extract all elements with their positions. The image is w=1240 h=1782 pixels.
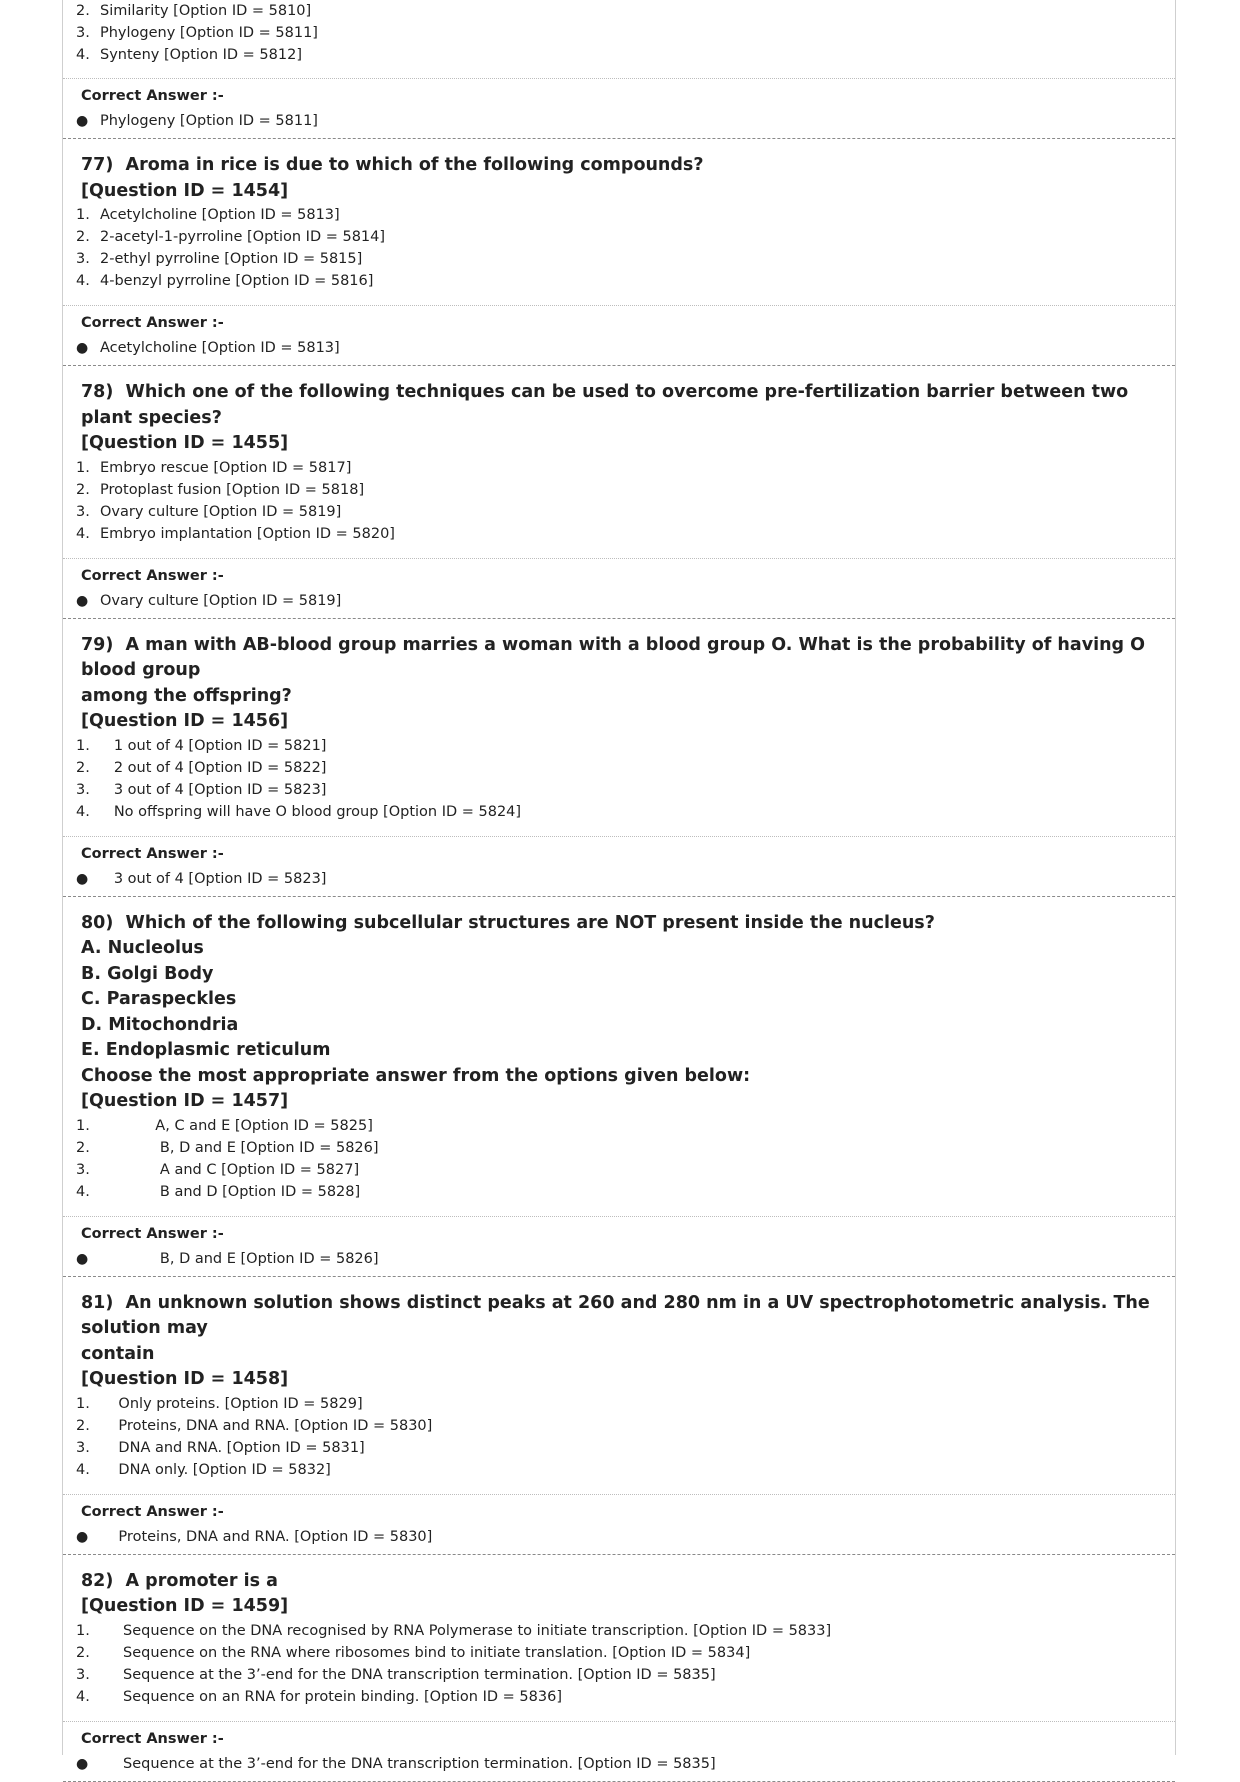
option-number: 4. <box>76 525 90 542</box>
correct-answer-box <box>63 558 1175 619</box>
option-item <box>63 457 1175 479</box>
option-text: A, C and E [Option ID = 5825] <box>100 1117 373 1134</box>
option-item <box>63 1181 1175 1203</box>
option-text: Only proteins. [Option ID = 5829] <box>100 1395 363 1412</box>
option-text: Synteny [Option ID = 5812] <box>100 47 302 63</box>
bullet-icon: ● <box>76 1250 89 1267</box>
option-number: 4. <box>76 273 90 289</box>
correct-answer-heading: Correct Answer :- <box>81 1503 224 1520</box>
correct-answer-text: Proteins, DNA and RNA. [Option ID = 5830] <box>100 1528 433 1545</box>
option-text: Sequence on the RNA where ribosomes bind to initiate translation. [Option ID = 5834] <box>100 1644 751 1661</box>
option-number: 4. <box>76 1461 90 1478</box>
correct-answer-heading: Correct Answer :- <box>81 315 224 331</box>
option-number: 2. <box>76 1139 90 1156</box>
option-text: B and D [Option ID = 5828] <box>100 1183 361 1200</box>
option-number: 2. <box>76 229 90 245</box>
question-text: C. Paraspeckles <box>81 989 237 1009</box>
option-item <box>63 1415 1175 1437</box>
question-block-76-fragment <box>63 0 1175 139</box>
correct-answer-item <box>63 110 1175 132</box>
question-block-78 <box>63 366 1175 619</box>
correct-answer-box <box>63 78 1175 139</box>
option-item <box>63 1664 1175 1686</box>
option-item <box>63 226 1175 248</box>
bullet-icon: ● <box>76 870 89 887</box>
correct-answer-box <box>63 836 1175 897</box>
option-text: Sequence on an RNA for protein binding. [Option ID = 5836] <box>100 1688 562 1705</box>
options-list <box>63 1393 1175 1481</box>
correct-answer-box <box>63 1494 1175 1555</box>
options-list <box>63 204 1175 292</box>
option-item <box>63 801 1175 823</box>
question-text: among the offspring? <box>81 685 292 706</box>
option-item <box>63 1620 1175 1642</box>
correct-answer-heading: Correct Answer :- <box>81 1730 224 1747</box>
correct-answer-box <box>63 1721 1175 1782</box>
correct-answer-item <box>63 1753 1175 1775</box>
option-text: Embryo rescue [Option ID = 5817] <box>100 459 352 476</box>
bullet-icon: ● <box>76 340 89 356</box>
question-block-81 <box>63 1277 1175 1555</box>
option-number: 3. <box>76 1439 90 1456</box>
option-number: 2. <box>76 759 90 776</box>
option-number: 1. <box>76 1117 90 1134</box>
option-text: DNA and RNA. [Option ID = 5831] <box>100 1439 365 1456</box>
question-header <box>63 1555 1175 1620</box>
question-paper-sheet <box>62 0 1176 1772</box>
correct-answer-heading: Correct Answer :- <box>81 845 224 862</box>
option-item <box>63 270 1175 292</box>
correct-answer-box <box>63 305 1175 366</box>
question-block-79 <box>63 619 1175 897</box>
question-header <box>63 366 1175 457</box>
question-id: [Question ID = 1457] <box>81 1091 289 1111</box>
question-text: 82) A promoter is a <box>81 1570 278 1591</box>
option-number: 3. <box>76 781 90 798</box>
correct-answer-heading: Correct Answer :- <box>81 1225 224 1242</box>
correct-answer-item <box>63 337 1175 359</box>
options-list <box>63 1620 1175 1708</box>
option-number: 3. <box>76 25 90 41</box>
option-number: 1. <box>76 459 90 476</box>
option-item <box>63 44 1175 66</box>
option-text: 3 out of 4 [Option ID = 5823] <box>100 781 327 798</box>
question-id: [Question ID = 1458] <box>81 1369 289 1389</box>
option-item <box>63 204 1175 226</box>
correct-answer-text: Acetylcholine [Option ID = 5813] <box>100 340 340 356</box>
option-text: A and C [Option ID = 5827] <box>100 1161 360 1178</box>
question-text: E. Endoplasmic reticulum <box>81 1040 331 1060</box>
option-number: 2. <box>76 3 90 19</box>
option-number: 2. <box>76 1417 90 1434</box>
question-block-77 <box>63 139 1175 366</box>
option-text: 2-acetyl-1-pyrroline [Option ID = 5814] <box>100 229 386 245</box>
option-item <box>63 248 1175 270</box>
correct-answer-item <box>63 1526 1175 1548</box>
correct-answer-text: Ovary culture [Option ID = 5819] <box>100 592 342 609</box>
option-item <box>63 479 1175 501</box>
option-item <box>63 1459 1175 1481</box>
option-item <box>63 22 1175 44</box>
option-item <box>63 779 1175 801</box>
option-number: 4. <box>76 1688 90 1705</box>
option-text: Acetylcholine [Option ID = 5813] <box>100 207 340 223</box>
option-text: Ovary culture [Option ID = 5819] <box>100 503 342 520</box>
question-text: 77) Aroma in rice is due to which of the following compounds? <box>81 155 704 175</box>
option-item <box>63 1159 1175 1181</box>
option-number: 3. <box>76 1666 90 1683</box>
option-number: 1. <box>76 1395 90 1412</box>
question-text: contain <box>81 1343 155 1364</box>
option-text: 2 out of 4 [Option ID = 5822] <box>100 759 327 776</box>
option-number: 2. <box>76 481 90 498</box>
question-text: 79) A man with AB-blood group marries a woman with a blood group O. What is the probability of having O blood group <box>81 634 1152 680</box>
question-id: [Question ID = 1454] <box>81 180 289 201</box>
question-text: Choose the most appropriate answer from the options given below: <box>81 1065 751 1086</box>
option-number: 1. <box>76 1622 90 1639</box>
question-header <box>63 139 1175 204</box>
question-text: D. Mitochondria <box>81 1014 239 1035</box>
correct-answer-item <box>63 1248 1175 1270</box>
correct-answer-text: B, D and E [Option ID = 5826] <box>100 1250 379 1267</box>
bullet-icon: ● <box>76 113 89 129</box>
option-item <box>63 1686 1175 1708</box>
correct-answer-item <box>63 868 1175 890</box>
bullet-icon: ● <box>76 1528 89 1545</box>
bullet-icon: ● <box>76 1755 89 1772</box>
question-id: [Question ID = 1456] <box>81 711 289 731</box>
option-text: B, D and E [Option ID = 5826] <box>100 1139 379 1156</box>
options-list <box>63 457 1175 545</box>
option-number: 3. <box>76 503 90 520</box>
option-number: 2. <box>76 1644 90 1661</box>
correct-answer-text: 3 out of 4 [Option ID = 5823] <box>100 870 327 887</box>
question-text: 80) Which of the following subcellular structures are NOT present inside the nucleus? <box>81 912 935 933</box>
option-item <box>63 735 1175 757</box>
option-item <box>63 501 1175 523</box>
question-id: [Question ID = 1459] <box>81 1596 289 1616</box>
option-item <box>63 1137 1175 1159</box>
option-number: 4. <box>76 803 90 820</box>
question-block-80 <box>63 897 1175 1277</box>
question-text: 81) An unknown solution shows distinct peaks at 260 and 280 nm in a UV spectrophotometric analysis. The solution may <box>81 1292 1156 1338</box>
option-text: No offspring will have O blood group [Option ID = 5824] <box>100 803 522 820</box>
correct-answer-text: Sequence at the 3’-end for the DNA transcription termination. [Option ID = 5835] <box>100 1755 716 1772</box>
bullet-icon: ● <box>76 592 89 609</box>
question-id: [Question ID = 1455] <box>81 433 289 453</box>
option-number: 4. <box>76 1183 90 1200</box>
options-list <box>63 0 1175 66</box>
option-number: 4. <box>76 47 90 63</box>
correct-answer-box <box>63 1216 1175 1277</box>
question-block-82 <box>63 1555 1175 1782</box>
correct-answer-item <box>63 590 1175 612</box>
option-item <box>63 1437 1175 1459</box>
option-text: 4-benzyl pyrroline [Option ID = 5816] <box>100 273 374 289</box>
option-text: Proteins, DNA and RNA. [Option ID = 5830] <box>100 1417 433 1434</box>
option-item <box>63 1642 1175 1664</box>
question-text: A. Nucleolus <box>81 938 204 958</box>
option-item <box>63 757 1175 779</box>
option-text: 2-ethyl pyrroline [Option ID = 5815] <box>100 251 363 267</box>
option-text: Similarity [Option ID = 5810] <box>100 3 312 19</box>
question-text: 78) Which one of the following techniques can be used to overcome pre-fertilization barrier between two plant species? <box>81 382 1135 428</box>
question-text: B. Golgi Body <box>81 963 214 984</box>
option-text: Sequence on the DNA recognised by RNA Polymerase to initiate transcription. [Option ID = 5833] <box>100 1622 832 1639</box>
option-text: 1 out of 4 [Option ID = 5821] <box>100 737 327 754</box>
option-item <box>63 523 1175 545</box>
options-list <box>63 1115 1175 1203</box>
option-number: 3. <box>76 1161 90 1178</box>
question-header <box>63 619 1175 735</box>
question-header <box>63 897 1175 1115</box>
option-item <box>63 0 1175 22</box>
option-item <box>63 1115 1175 1137</box>
option-text: Sequence at the 3’-end for the DNA transcription termination. [Option ID = 5835] <box>100 1666 716 1683</box>
option-text: Phylogeny [Option ID = 5811] <box>100 25 318 41</box>
option-number: 3. <box>76 251 90 267</box>
question-header <box>63 1277 1175 1393</box>
correct-answer-heading: Correct Answer :- <box>81 88 224 104</box>
option-text: Protoplast fusion [Option ID = 5818] <box>100 481 365 498</box>
option-number: 1. <box>76 737 90 754</box>
correct-answer-heading: Correct Answer :- <box>81 567 224 584</box>
correct-answer-text: Phylogeny [Option ID = 5811] <box>100 113 318 129</box>
option-number: 1. <box>76 207 90 223</box>
option-text: Embryo implantation [Option ID = 5820] <box>100 525 395 542</box>
option-text: DNA only. [Option ID = 5832] <box>100 1461 331 1478</box>
option-item <box>63 1393 1175 1415</box>
options-list <box>63 735 1175 823</box>
